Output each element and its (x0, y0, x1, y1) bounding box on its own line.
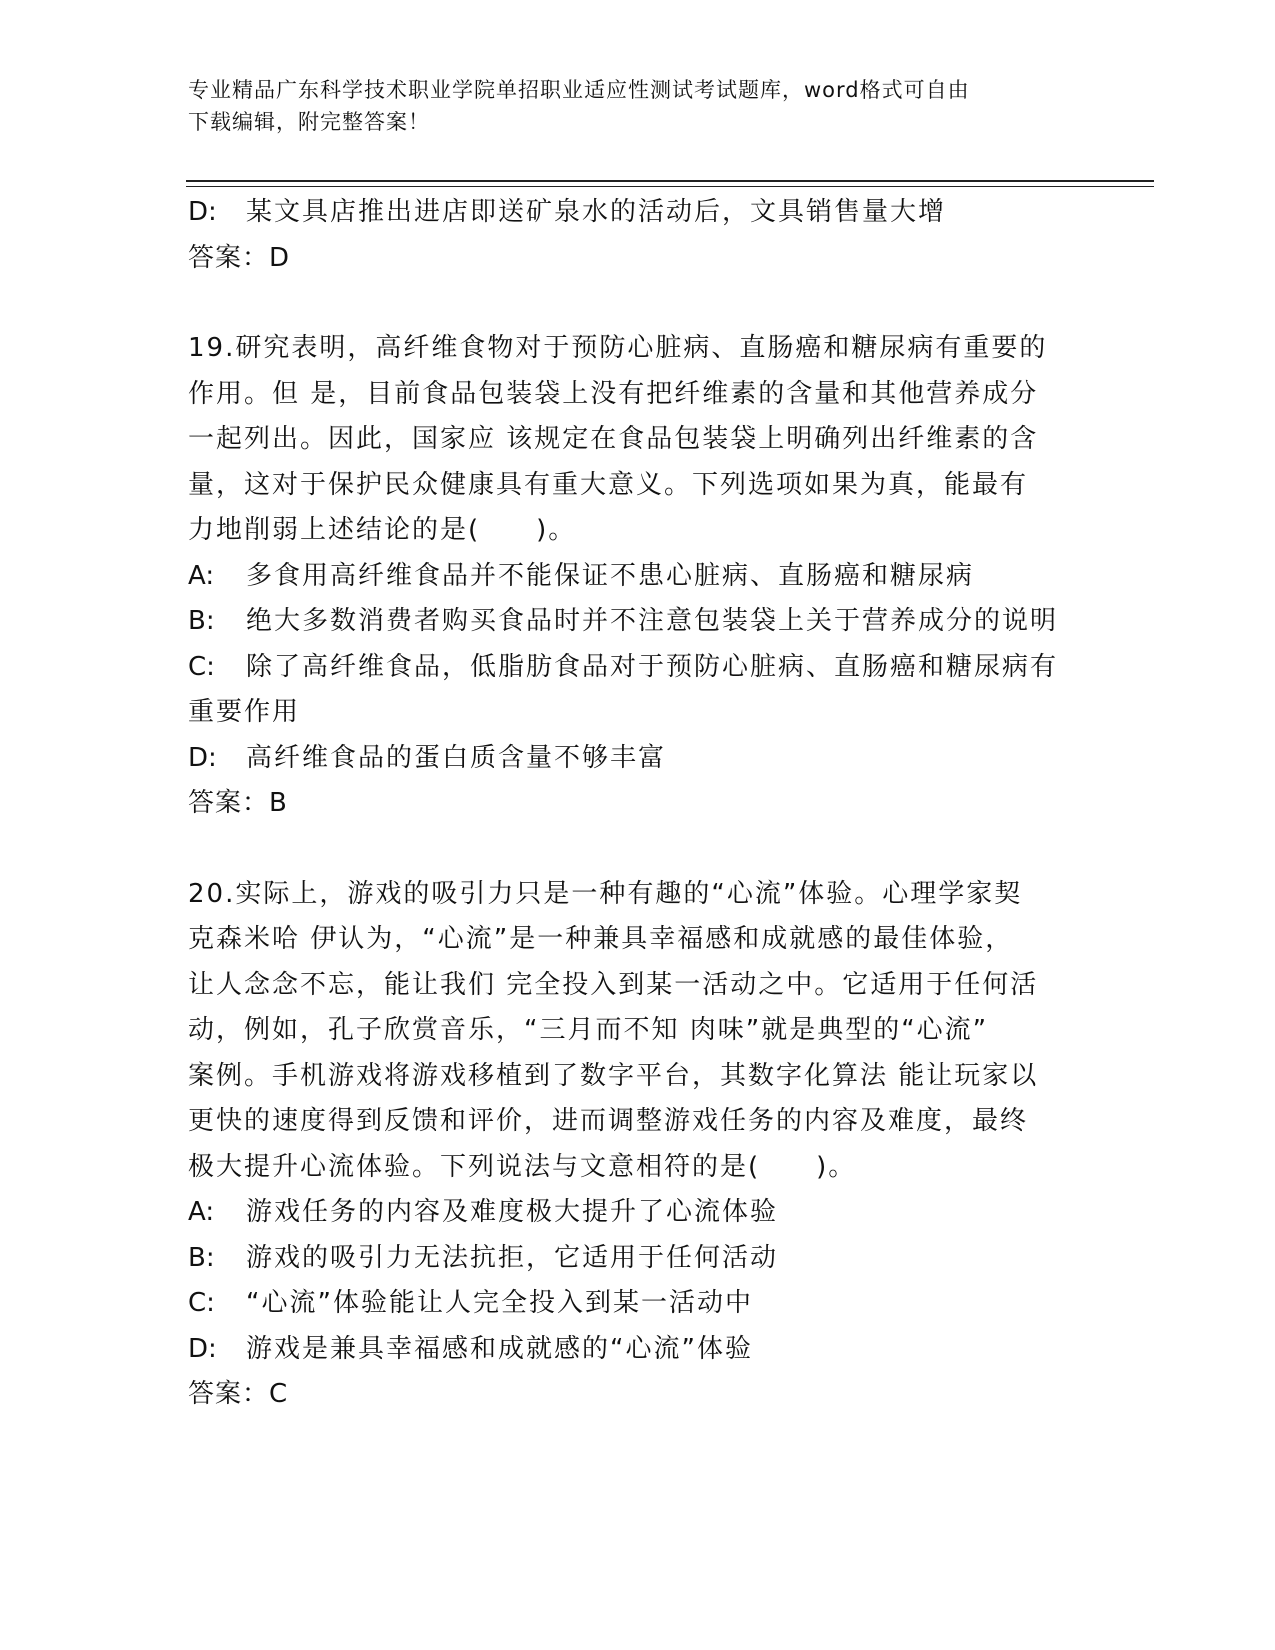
option-key: B: (188, 606, 215, 636)
q20-stem-line: 更快的速度得到反馈和评价，进而调整游戏任务的内容及难度，最终 (188, 1106, 1029, 1136)
question-19 (188, 326, 1078, 827)
page-header (188, 74, 1088, 138)
spacer (188, 827, 1078, 872)
q20-option-b (188, 1236, 1078, 1282)
option-key: D: (188, 1333, 217, 1364)
header-line-2: 下载编辑，附完整答案！ (188, 110, 430, 134)
q18-answer: 答案：D (188, 242, 291, 273)
option-key: C: (188, 1288, 215, 1318)
q20-stem-line: 极大提升心流体验。下列说法与文意相符的是( )。 (188, 1151, 857, 1182)
q19-answer: 答案：B (188, 788, 288, 818)
option-text: 高纤维食品的蛋白质含量不够丰富 (246, 742, 667, 773)
q18-option-d (188, 190, 1078, 236)
option-text: 游戏任务的内容及难度极大提升了心流体验 (246, 1197, 779, 1227)
option-text: 某文具店推出进店即送矿泉水的活动后，文具销售量大增 (246, 197, 947, 227)
spacer (188, 281, 1078, 326)
header-divider-thick (186, 180, 1154, 182)
q19-option-a (188, 554, 1078, 600)
q20-stem-line: 20.实际上，游戏的吸引力只是一种有趣的“心流”体验。心理学家契 (188, 878, 1023, 909)
option-text: “心流”体验能让人完全投入到某一活动中 (246, 1288, 753, 1318)
q20-stem-line: 让人念念不忘，能让我们 完全投入到某一活动之中。它适用于任何活 (188, 969, 1039, 1000)
q20-stem-line: 动，例如，孔子欣赏音乐，“三月而不知 肉味”就是典型的“心流” (188, 1015, 989, 1045)
option-text: 游戏的吸引力无法抗拒，它适用于任何活动 (246, 1242, 779, 1273)
option-text: 游戏是兼具幸福感和成就感的“心流”体验 (246, 1333, 753, 1364)
q20-option-c (188, 1281, 1078, 1327)
option-text: 绝大多数消费者购买食品时并不注意包装袋上关于营养成分的说明 (246, 606, 1059, 636)
q20-answer: 答案：C (188, 1379, 289, 1409)
option-key: D: (188, 197, 217, 227)
q19-option-d (188, 736, 1078, 782)
q20-option-a (188, 1190, 1078, 1236)
option-text: 除了高纤维食品，低脂肪食品对于预防心脏病、直肠癌和糖尿病有重要作用 (188, 651, 1059, 727)
document-body (188, 190, 1078, 1418)
header-divider-thin (186, 186, 1154, 187)
q19-stem-line: 量，这对于保护民众健康具有重大意义。下列选项如果为真，能最有 (188, 469, 1029, 500)
option-key: A: (188, 1197, 215, 1227)
q19-stem-line: 作用。但 是，目前食品包装袋上没有把纤维素的含量和其他营养成分 (188, 378, 1039, 409)
option-key: B: (188, 1242, 215, 1273)
q19-stem-line: 一起列出。因此，国家应 该规定在食品包装袋上明确列出纤维素的含 (188, 424, 1039, 454)
option-key: A: (188, 560, 215, 591)
option-key: C: (188, 651, 215, 682)
q20-option-d (188, 1327, 1078, 1373)
q20-stem-line: 案例。手机游戏将游戏移植到了数字平台，其数字化算法 能让玩家以 (188, 1060, 1039, 1091)
q19-stem-line: 力地削弱上述结论的是( )。 (188, 515, 577, 545)
option-key: D: (188, 742, 217, 773)
q20-stem-line: 克森米哈 伊认为，“心流”是一种兼具幸福感和成就感的最佳体验， (188, 924, 1014, 954)
question-20 (188, 872, 1078, 1418)
q19-option-c (188, 645, 1078, 736)
option-text: 多食用高纤维食品并不能保证不患心脏病、直肠癌和糖尿病 (246, 560, 975, 591)
header-line-1: 专业精品广东科学技术职业学院单招职业适应性测试考试题库，word格式可自由 (188, 78, 970, 102)
q19-stem-line: 19.研究表明，高纤维食物对于预防心脏病、直肠癌和糖尿病有重要的 (188, 333, 1048, 363)
q19-option-b (188, 599, 1078, 645)
